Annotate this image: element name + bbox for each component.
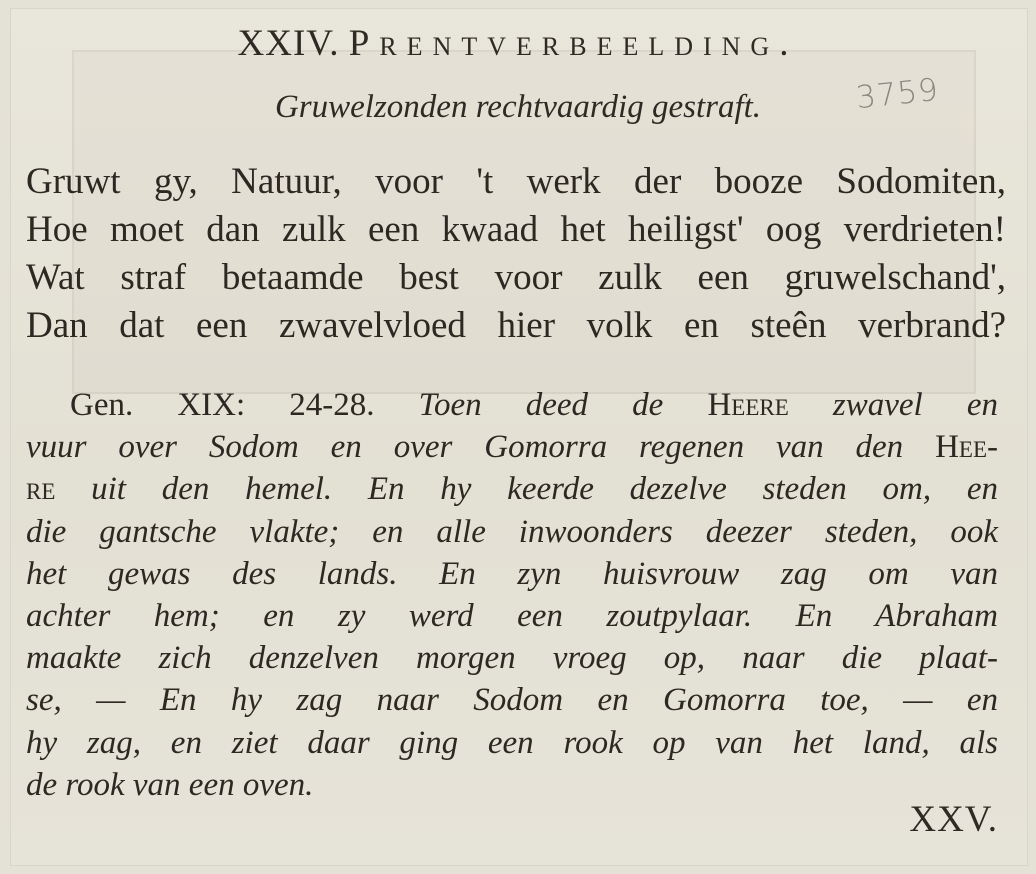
next-page-number: XXV.	[909, 799, 998, 840]
scripture-line: het gewas des lands. En zyn huisvrouw zag om van	[26, 555, 998, 592]
heading-title: Prentverbeelding.	[348, 23, 799, 64]
verse-line: Hoe moet dan zulk een kwaad het heiligst' oog verdrieten!	[26, 209, 1006, 250]
scripture-line: de rook van een oven.	[26, 766, 314, 803]
scripture-text: uit den hemel. En hy keerde dezelve steden om, en	[55, 471, 998, 508]
scripture-smallcaps: Heere	[707, 387, 789, 423]
verse-line: Wat straf betaamde best voor zulk een gruwelschand',	[26, 257, 1006, 298]
scripture-line	[26, 426, 998, 468]
scripture-line: die gantsche vlakte; en alle inwoonders deezer steden, ook	[26, 513, 998, 550]
scripture-line	[26, 468, 998, 510]
verse-line: Dan dat een zwavelvloed hier volk en steên verbrand?	[26, 305, 1006, 346]
scripture-smallcaps: re	[26, 471, 56, 508]
scripture-line: se, — En hy zag naar Sodom en Gomorra toe, — en	[26, 682, 998, 719]
scripture-reference: Gen. XIX: 24-28.	[70, 387, 375, 423]
scripture-line: maakte zich denzelven morgen vroeg op, naar die plaat-	[26, 640, 998, 677]
scripture-text: zwavel en	[788, 387, 998, 423]
scripture-line: achter hem; en zy werd een zoutpylaar. En Abraham	[26, 598, 998, 635]
page-heading	[0, 20, 1036, 68]
handwritten-catalog-number: 3759	[854, 71, 941, 117]
heading-number: XXIV.	[237, 23, 340, 64]
scripture-line	[26, 384, 998, 426]
verse-line: Gruwt gy, Natuur, voor 't werk der booze Sodomiten,	[26, 161, 1006, 202]
scripture-block	[26, 384, 998, 806]
scripture-text: Toen deed de	[418, 387, 708, 423]
subtitle: Gruwelzonden rechtvaardig gestraft.	[274, 89, 762, 125]
scripture-smallcaps: Hee-	[935, 429, 998, 466]
verse-block	[26, 158, 1006, 350]
scripture-line: hy zag, en ziet daar ging een rook op van het land, als	[26, 724, 998, 761]
scripture-text: vuur over Sodom en over Gomorra regenen van den	[26, 429, 936, 466]
